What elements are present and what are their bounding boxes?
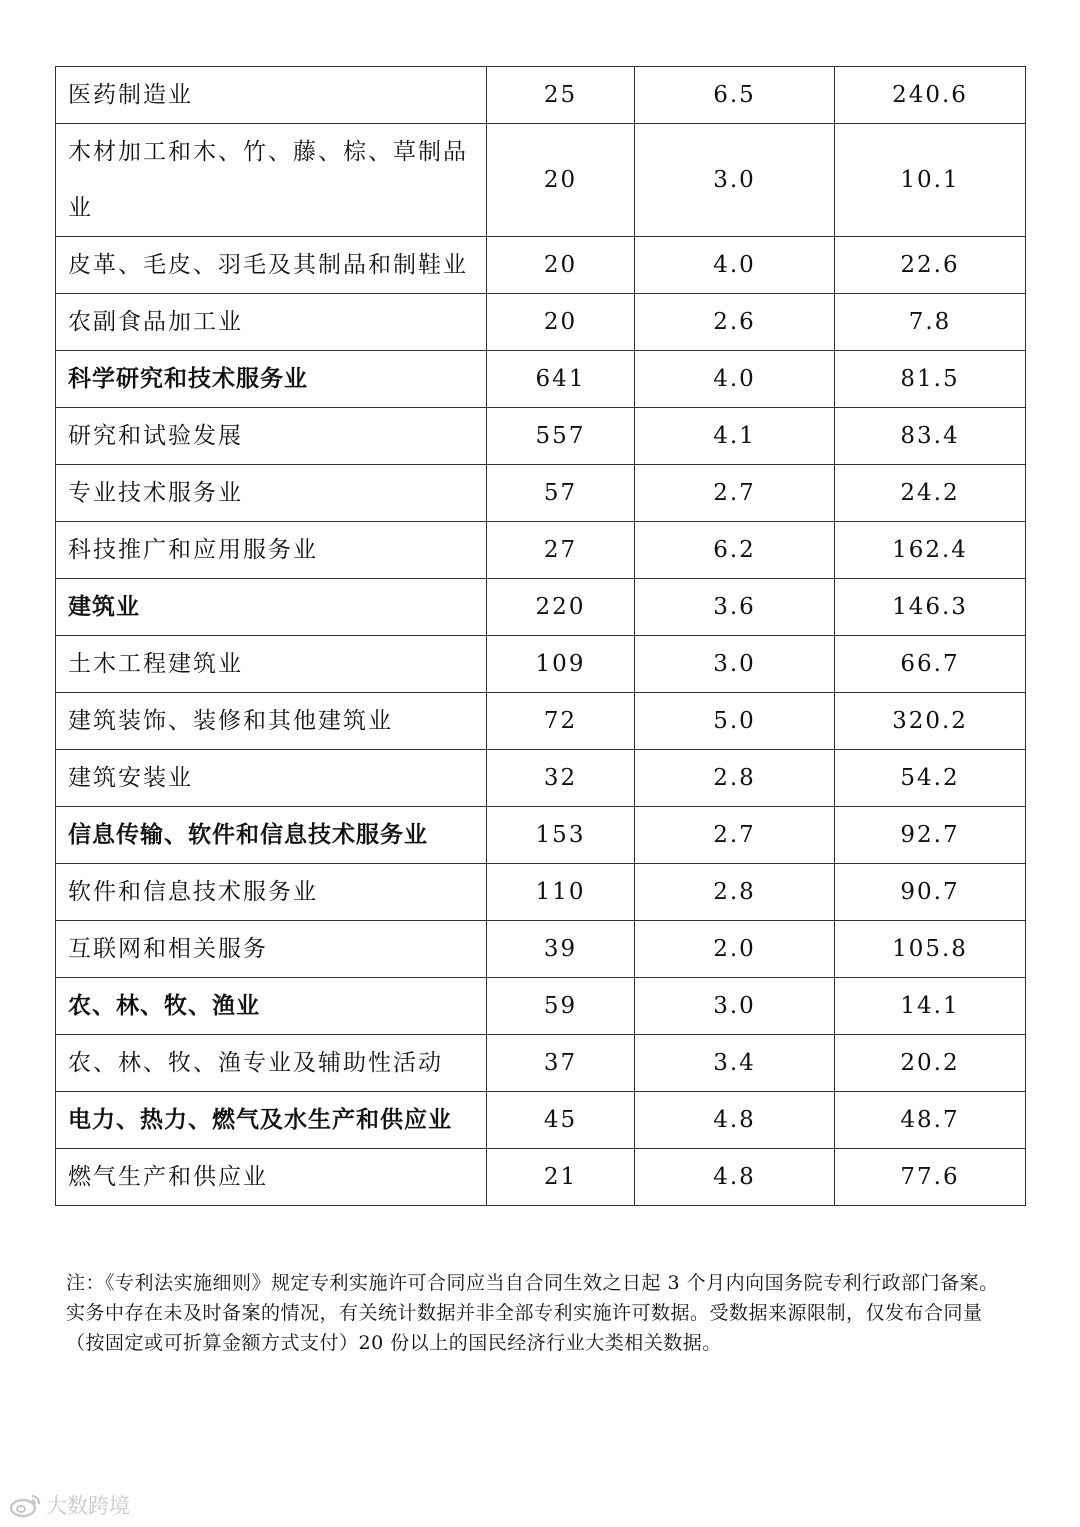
footnote: 注：《专利法实施细则》规定专利实施许可合同应当自合同生效之日起 3 个月内向国务院专利行政部门备案。实务中存在未及时备案的情况，有关统计数据并非全部专利实施许可数据。受数据来源限制，仅发布合同量（按固定或可折算金额方式支付）20 份以上的国民经济行业大类相关数据。 <box>66 1272 999 1354</box>
value-col2: 6.5 <box>635 67 835 124</box>
contract-count: 32 <box>487 750 635 807</box>
contract-count: 557 <box>487 408 635 465</box>
watermark-text: 大数跨境 <box>46 1494 130 1518</box>
value-col3: 24.2 <box>835 465 1026 522</box>
contract-count: 21 <box>487 1149 635 1206</box>
industry-name: 互联网和相关服务 <box>56 921 487 978</box>
value-col2: 4.1 <box>635 408 835 465</box>
value-col2: 2.7 <box>635 807 835 864</box>
industry-name: 建筑业 <box>56 579 487 636</box>
value-col3: 22.6 <box>835 237 1026 294</box>
industry-name: 电力、热力、燃气及水生产和供应业 <box>56 1092 487 1149</box>
contract-count: 27 <box>487 522 635 579</box>
value-col2: 3.0 <box>635 978 835 1035</box>
table-row <box>56 864 1026 921</box>
value-col3: 20.2 <box>835 1035 1026 1092</box>
weibo-logo-icon <box>8 1492 42 1518</box>
value-col3: 81.5 <box>835 351 1026 408</box>
table-row <box>56 408 1026 465</box>
contract-count: 110 <box>487 864 635 921</box>
value-col2: 2.0 <box>635 921 835 978</box>
industry-name: 农副食品加工业 <box>56 294 487 351</box>
table-row-category <box>56 579 1026 636</box>
contract-count: 220 <box>487 579 635 636</box>
industry-name: 农、林、牧、渔业 <box>56 978 487 1035</box>
value-col3: 146.3 <box>835 579 1026 636</box>
value-col3: 162.4 <box>835 522 1026 579</box>
value-col3: 7.8 <box>835 294 1026 351</box>
value-col2: 2.8 <box>635 864 835 921</box>
table-body <box>56 67 1026 1206</box>
industry-name: 农、林、牧、渔专业及辅助性活动 <box>56 1035 487 1092</box>
industry-name: 土木工程建筑业 <box>56 636 487 693</box>
table-row <box>56 921 1026 978</box>
value-col3: 105.8 <box>835 921 1026 978</box>
value-col2: 2.8 <box>635 750 835 807</box>
table-row <box>56 465 1026 522</box>
table-row <box>56 636 1026 693</box>
contract-count: 39 <box>487 921 635 978</box>
value-col3: 10.1 <box>835 124 1026 237</box>
value-col3: 90.7 <box>835 864 1026 921</box>
contract-count: 641 <box>487 351 635 408</box>
table-row-category <box>56 1092 1026 1149</box>
industry-name: 研究和试验发展 <box>56 408 487 465</box>
industry-name: 科技推广和应用服务业 <box>56 522 487 579</box>
table-row <box>56 522 1026 579</box>
table-row <box>56 1035 1026 1092</box>
value-col3: 320.2 <box>835 693 1026 750</box>
table-row <box>56 1149 1026 1206</box>
industry-table <box>55 66 1026 1206</box>
table-row <box>56 693 1026 750</box>
industry-name: 专业技术服务业 <box>56 465 487 522</box>
value-col2: 3.0 <box>635 124 835 237</box>
table-row-category <box>56 978 1026 1035</box>
value-col2: 6.2 <box>635 522 835 579</box>
value-col2: 4.8 <box>635 1092 835 1149</box>
contract-count: 72 <box>487 693 635 750</box>
contract-count: 109 <box>487 636 635 693</box>
table-row <box>56 294 1026 351</box>
value-col2: 2.7 <box>635 465 835 522</box>
value-col3: 83.4 <box>835 408 1026 465</box>
industry-name: 软件和信息技术服务业 <box>56 864 487 921</box>
watermark <box>8 1490 130 1520</box>
value-col2: 3.6 <box>635 579 835 636</box>
industry-name: 皮革、毛皮、羽毛及其制品和制鞋业 <box>56 237 487 294</box>
value-col3: 77.6 <box>835 1149 1026 1206</box>
table-row <box>56 67 1026 124</box>
contract-count: 45 <box>487 1092 635 1149</box>
contract-count: 20 <box>487 237 635 294</box>
value-col3: 48.7 <box>835 1092 1026 1149</box>
industry-name: 木材加工和木、竹、藤、棕、草制品业 <box>56 124 487 237</box>
value-col3: 240.6 <box>835 67 1026 124</box>
industry-name: 信息传输、软件和信息技术服务业 <box>56 807 487 864</box>
value-col3: 66.7 <box>835 636 1026 693</box>
contract-count: 153 <box>487 807 635 864</box>
contract-count: 59 <box>487 978 635 1035</box>
industry-name: 建筑装饰、装修和其他建筑业 <box>56 693 487 750</box>
value-col2: 2.6 <box>635 294 835 351</box>
industry-name: 医药制造业 <box>56 67 487 124</box>
industry-name: 建筑安装业 <box>56 750 487 807</box>
industry-name: 燃气生产和供应业 <box>56 1149 487 1206</box>
contract-count: 20 <box>487 294 635 351</box>
contract-count: 20 <box>487 124 635 237</box>
value-col2: 3.0 <box>635 636 835 693</box>
value-col2: 4.0 <box>635 237 835 294</box>
value-col2: 3.4 <box>635 1035 835 1092</box>
value-col2: 4.0 <box>635 351 835 408</box>
table-row <box>56 750 1026 807</box>
value-col2: 5.0 <box>635 693 835 750</box>
contract-count: 37 <box>487 1035 635 1092</box>
value-col3: 54.2 <box>835 750 1026 807</box>
table-row-category <box>56 351 1026 408</box>
table-row-category <box>56 807 1026 864</box>
value-col3: 92.7 <box>835 807 1026 864</box>
value-col2: 4.8 <box>635 1149 835 1206</box>
table-row <box>56 124 1026 237</box>
value-col3: 14.1 <box>835 978 1026 1035</box>
industry-name: 科学研究和技术服务业 <box>56 351 487 408</box>
table-row <box>56 237 1026 294</box>
contract-count: 57 <box>487 465 635 522</box>
contract-count: 25 <box>487 67 635 124</box>
